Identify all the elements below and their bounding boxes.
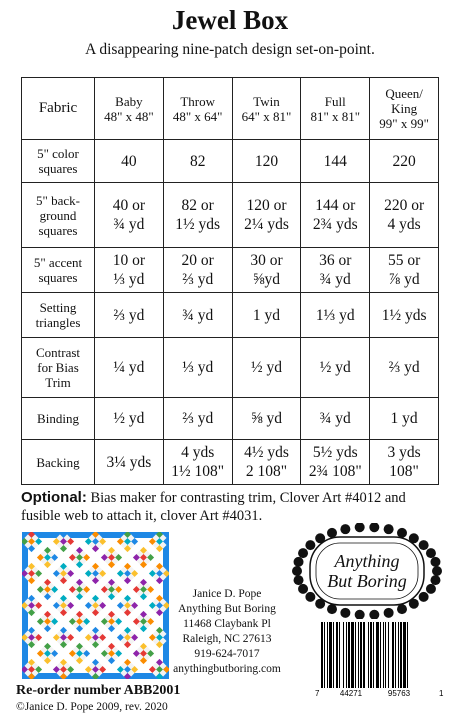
- barcode-bar: [370, 622, 372, 688]
- table-cell: 5½ yds 2¾ 108": [301, 440, 370, 485]
- row-label: 5" color squares: [22, 140, 95, 183]
- logo-dot: [305, 592, 315, 602]
- table-cell: 82 or 1½ yds: [163, 183, 232, 248]
- barcode-bar: [339, 622, 340, 688]
- table-cell: 1⅓ yd: [301, 293, 370, 338]
- table-row: [22, 140, 439, 183]
- table-cell: 120 or 2¼ yds: [232, 183, 301, 248]
- table-cell: ⅝ yd: [232, 398, 301, 440]
- header-size: [95, 78, 164, 140]
- row-label: 5" back- ground squares: [22, 183, 95, 248]
- logo-line-1: Anything: [334, 551, 400, 571]
- table-cell: 30 or ⅝yd: [232, 248, 301, 293]
- table-row: [22, 338, 439, 398]
- barcode-bar: [380, 622, 381, 688]
- page-subtitle: A disappearing nine-patch design set-on-point.: [85, 41, 375, 58]
- size-name: Throw: [180, 93, 216, 109]
- table-row: [22, 293, 439, 338]
- optional-label: Optional:: [21, 489, 87, 506]
- anything-but-boring-logo: [292, 523, 442, 619]
- barcode-bar: [355, 622, 356, 688]
- logo-dot: [340, 524, 350, 534]
- table-cell: ⅔ yd: [95, 293, 164, 338]
- table-cell: ¼ yd: [95, 338, 164, 398]
- size-name: Full: [324, 93, 346, 109]
- logo-dot: [355, 523, 365, 532]
- barcode-bar: [329, 622, 332, 688]
- barcode-bar: [324, 622, 325, 688]
- barcode-bar: [327, 622, 328, 688]
- barcode-bars: [321, 622, 408, 688]
- size-name: Twin: [253, 93, 280, 109]
- table-cell: 36 or ¾ yd: [301, 248, 370, 293]
- logo-dot: [397, 528, 407, 538]
- table-cell: 220 or 4 yds: [370, 183, 439, 248]
- page-title: Jewel Box: [171, 5, 289, 35]
- table-row: [22, 248, 439, 293]
- barcode-bar: [346, 622, 347, 688]
- row-label: Binding: [22, 398, 95, 440]
- barcode-bar: [400, 622, 402, 688]
- table-cell: ½ yd: [301, 338, 370, 398]
- table-cell: 20 or ⅔ yd: [163, 248, 232, 293]
- table-cell: 220: [370, 140, 439, 183]
- barcode-bar: [351, 622, 354, 688]
- logo-dot: [419, 592, 429, 602]
- logo-dot: [298, 584, 308, 594]
- barcode-bar: [336, 622, 338, 688]
- barcode-bar: [385, 622, 386, 688]
- logo-dot: [384, 608, 394, 618]
- table-cell: 3 yds 108": [370, 440, 439, 485]
- barcode-bar: [383, 622, 384, 688]
- size-dimensions: 64" x 81": [241, 108, 292, 124]
- table-cell: 120: [232, 140, 301, 183]
- table-cell: 40: [95, 140, 164, 183]
- logo-dot: [430, 575, 440, 585]
- barcode-digit-system: 7: [315, 689, 320, 698]
- table-cell: 82: [163, 140, 232, 183]
- logo-dot: [369, 523, 379, 532]
- row-label: Setting triangles: [22, 293, 95, 338]
- contact-city: Raleigh, NC 27613: [182, 633, 272, 645]
- barcode-digit-check: 1: [439, 689, 444, 698]
- barcode-bar: [388, 622, 389, 688]
- header-fabric: Fabric: [22, 78, 95, 140]
- size-dimensions: 48" x 64": [172, 108, 223, 124]
- contact-block: [172, 587, 282, 677]
- row-label: Contrast for Bias Trim: [22, 338, 95, 398]
- table-cell: 40 or ¾ yd: [95, 183, 164, 248]
- barcode-bar: [333, 622, 334, 688]
- contact-street: 11468 Claybank Pl: [183, 618, 271, 630]
- logo-dot: [340, 608, 350, 618]
- barcode-bar: [407, 622, 408, 688]
- reorder-number: Re-order number ABB2001: [16, 683, 181, 698]
- table-cell: ¾ yd: [301, 398, 370, 440]
- optional-text: Bias maker for contrasting trim, Clover Art #4012 and fusible web to attach it, clover Art #4031.: [21, 490, 406, 524]
- barcode-bar: [376, 622, 379, 688]
- header-size: [232, 78, 301, 140]
- table-cell: ⅔ yd: [163, 398, 232, 440]
- barcode: [313, 620, 445, 698]
- size-dimensions: 81" x 81": [310, 108, 361, 124]
- logo-dot: [384, 524, 394, 534]
- row-label: Backing: [22, 440, 95, 485]
- barcode-bar: [368, 622, 369, 688]
- table-cell: 10 or ⅓ yd: [95, 248, 164, 293]
- logo-dot: [419, 540, 429, 550]
- logo-line-2: But Boring: [327, 571, 407, 591]
- optional-note: [21, 489, 441, 525]
- contact-website: anythingbutboring.com: [173, 663, 281, 675]
- logo-dot: [294, 557, 304, 567]
- quilt-image: [22, 532, 169, 679]
- row-label: 5" accent squares: [22, 248, 95, 293]
- copyright-notice: ©Janice D. Pope 2009, rev. 2020: [16, 701, 168, 713]
- table-row: [22, 440, 439, 485]
- table-cell: 3¼ yds: [95, 440, 164, 485]
- yardage-table: [21, 77, 439, 485]
- table-row: [22, 183, 439, 248]
- barcode-bar: [403, 622, 406, 688]
- barcode-bar: [358, 622, 359, 688]
- barcode-bar: [363, 622, 365, 688]
- table-cell: 1½ yds: [370, 293, 439, 338]
- table-cell: 1 yd: [232, 293, 301, 338]
- barcode-bar: [398, 622, 399, 688]
- contact-company: Anything But Boring: [178, 603, 276, 615]
- barcode-bar: [343, 622, 344, 688]
- size-dimensions: 99" x 99": [379, 116, 429, 131]
- logo-dot: [305, 540, 315, 550]
- logo-dot: [294, 575, 304, 585]
- table-cell: 4½ yds 2 108": [232, 440, 301, 485]
- table-cell: 144 or 2¾ yds: [301, 183, 370, 248]
- logo-dot: [430, 557, 440, 567]
- logo-dot: [369, 610, 379, 619]
- barcode-digits-left: 44271: [339, 689, 363, 698]
- table-cell: ⅓ yd: [163, 338, 232, 398]
- table-cell: ½ yd: [95, 398, 164, 440]
- size-name: Queen/ King: [385, 86, 423, 116]
- barcode-bar: [395, 622, 396, 688]
- logo-dot: [426, 584, 436, 594]
- table-cell: ¾ yd: [163, 293, 232, 338]
- contact-phone: 919-624-7017: [194, 648, 260, 660]
- table-cell: 144: [301, 140, 370, 183]
- table-header-row: [22, 78, 439, 140]
- barcode-bar: [392, 622, 394, 688]
- header-size: [301, 78, 370, 140]
- logo-dot: [426, 548, 436, 558]
- logo-dot: [298, 548, 308, 558]
- logo-dot: [432, 566, 442, 576]
- barcode-digits-right: 95763: [387, 689, 411, 698]
- table-cell: ½ yd: [232, 338, 301, 398]
- size-name: Baby: [115, 93, 143, 109]
- table-row: [22, 398, 439, 440]
- logo-dot: [355, 610, 365, 619]
- barcode-bar: [360, 622, 362, 688]
- table-cell: ⅔ yd: [370, 338, 439, 398]
- logo-dot: [292, 566, 302, 576]
- table-cell: 1 yd: [370, 398, 439, 440]
- barcode-bar: [373, 622, 374, 688]
- logo-dot: [327, 528, 337, 538]
- logo-dot: [327, 604, 337, 614]
- header-size: [163, 78, 232, 140]
- size-dimensions: 48" x 48": [104, 108, 154, 124]
- barcode-bar: [321, 622, 323, 688]
- contact-name: Janice D. Pope: [192, 588, 262, 600]
- header-size: [370, 78, 439, 140]
- table-cell: 4 yds 1½ 108": [163, 440, 232, 485]
- barcode-bar: [348, 622, 350, 688]
- table-cell: 55 or ⅞ yd: [370, 248, 439, 293]
- logo-dot: [397, 604, 407, 614]
